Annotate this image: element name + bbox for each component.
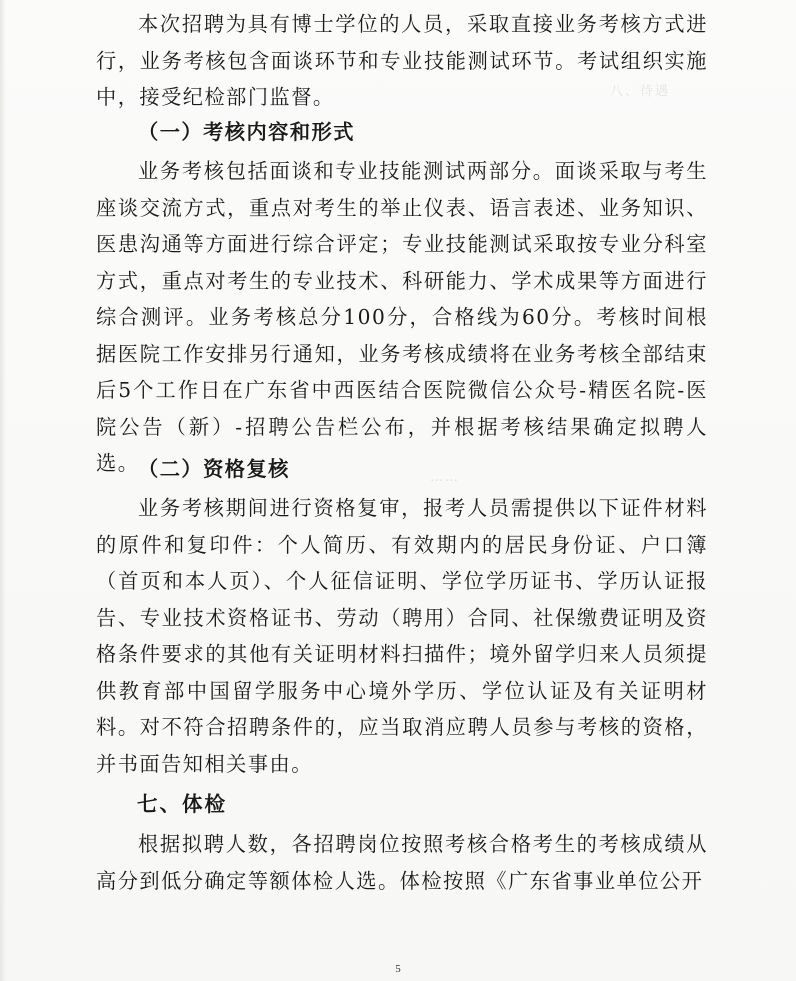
- heading-physical-exam: 七、体检: [137, 792, 227, 816]
- page-number: 5: [395, 963, 401, 975]
- page-edge-shadow: [0, 0, 6, 981]
- heading-assessment: （一）考核内容和形式: [138, 120, 355, 144]
- paragraph-review: 业务考核期间进行资格复审，报考人员需提供以下证件材料的原件和复印件：个人简历、有效期内的居民身份证、户口簿（首页和本人页）、个人征信证明、学位学历证书、学历认证报告、专业技术资格证书、劳动（聘用）合同、社保缴费证明及资格条件要求的其他有关证明材料扫描件；境外留学归来人员须提供教育部中国留学服务中心境外学历、学位认证及有关证明材料。对不符合招聘条件的，应当取消应聘人员参与考核的资格，并书面告知相关事由。: [96, 496, 708, 776]
- paragraph-physical-exam: 根据拟聘人数，各招聘岗位按照考核合格考生的考核成绩从高分到低分确定等额体检人选。体检按照《广东省事业单位公开: [96, 832, 708, 893]
- heading-review: （二）资格复核: [138, 457, 290, 481]
- bleed-through-text: ……: [430, 470, 460, 485]
- bleed-through-text: 八、待遇: [610, 84, 671, 99]
- paragraph-intro: 本次招聘为具有博士学位的人员，采取直接业务考核方式进行，业务考核包含面谈环节和专业技能测试环节。考试组织实施中，接受纪检部门监督。: [96, 12, 708, 109]
- paragraph-assessment: 业务考核包括面谈和专业技能测试两部分。面谈采取与考生座谈交流方式，重点对考生的举止仪表、语言表述、业务知识、医患沟通等方面进行综合评定；专业技能测试采取按专业分科室方式，重点对考生的专业技术、科研能力、学术成果等方面进行综合测评。业务考核总分100分，合格线为60分。考核时间根据医院工作安排另行通知，业务考核成绩将在业务考核全部结束后5个工作日在广东省中西医结合医院微信公众号-精医名院-医院公告（新）-招聘公告栏公布，并根据考核结果确定拟聘人选。: [96, 159, 708, 475]
